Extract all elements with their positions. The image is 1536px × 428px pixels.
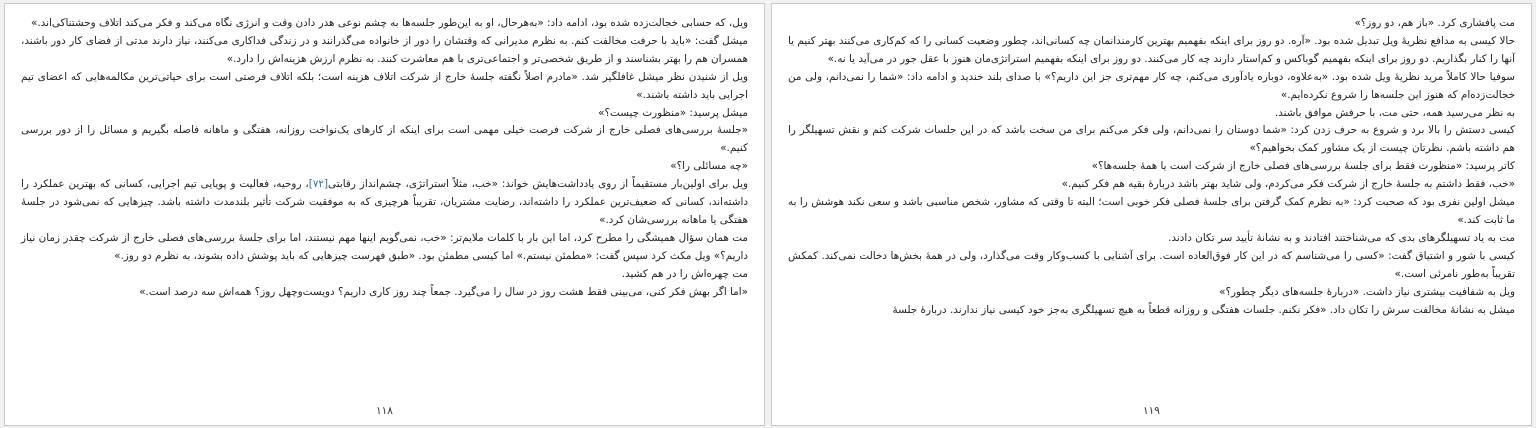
paragraph-with-footnote [21, 176, 748, 230]
page-number: ۱۱۹ [1143, 405, 1160, 417]
left-page-text [21, 15, 748, 302]
paragraph: میشل گفت: «باید با حرفت مخالفت کنم. به نظرم مدیرانی که وقتشان را دور از خانواده می‌گذرانند و در زندگی فداکاری می‌کنند، نیاز دارند مدتی از فضای کار دور باشند، همسران هم را بهتر بشناسند و از طریق شخصی‌تر و اجتماعی‌تری با هم معاشرت کنند. به نظرم ارزش هزینه‌اش را دارد.» [21, 34, 748, 65]
left-page [4, 3, 765, 426]
paragraph: ویل، که حسابی خجالت‌زده شده بود، ادامه داد: «به‌هرحال، او به این‌طور جلسه‌ها به چشم نوعی هدر دادن وقت و انرژی نگاه می‌کند و فکر می‌کند اتلاف وحشتناکی‌اند.» [31, 17, 748, 29]
paragraph: ویل از شنیدن نظر میشل غافلگیر شد. «مادرم اصلاً نگفته جلسهٔ خارج از شرکت اتلاف هزینه است؛ بلکه اتلاف فرصتی است برای حیاتی‌ترین مکالمه‌هایی که اعضای تیم اجرایی باید داشته باشند.» [21, 70, 748, 101]
paragraph-text: ویل برای اولین‌بار مستقیماً از روی یادداشت‌هایش خواند: «خب، مثلاً استراتژی، چشم‌انداز رقابتی [328, 178, 748, 191]
paragraph: میشل پرسید: «منظورت چیست؟» [598, 106, 748, 119]
paragraph: میشل به نشانهٔ مخالفت سرش را تکان داد. «فکر نکنم. جلسات هفتگی و روزانه قطعاً به هیچ تسهیلگری به‌جز خود کیسی نیاز ندارند. دربارهٔ جلسهٔ [892, 303, 1515, 316]
paragraph-text: ، روحیه، فعالیت و پویایی تیم اجرایی، کسانی که بهترین عملکرد را داشته‌اند، کسانی که ضعیف‌ترین عملکرد را داشته‌اند، رضایت مشتریان، تقریباً هرچیزی که به موفقیت شرکت تأثیر بلندمدت داشته باشد. چیزهایی که نمی‌شود در جلسهٔ هفتگی یا ماهانه بررسی‌شان کرد.» [21, 178, 748, 226]
paragraph: مت به یاد تسهیلگرهای بدی که می‌شناختند افتادند و به نشانهٔ تأیید سر تکان دادند. [1168, 231, 1515, 244]
paragraph: به نظر می‌رسید همه، حتی مت، با حرفش موافق باشند. [1274, 106, 1515, 119]
paragraph: «چه مسائلی را؟» [670, 160, 748, 173]
paragraph: مت پافشاری کرد. «باز هم، دو روز؟» [1354, 17, 1515, 29]
paragraph: «جلسهٔ بررسی‌های فصلی خارج از شرکت فرصت خیلی مهمی است برای اینکه از کارهای یک‌نواخت روزانه، هفتگی و ماهانه فاصله بگیریم و مسائل را از دور بررسی کنیم.» [21, 124, 748, 155]
footnote-reference-link[interactable]: [۷۲] [308, 178, 329, 191]
paragraph: «اما اگر بهش فکر کنی، می‌بینی فقط هشت روز در سال را می‌گیرد. جمعاً چند روز کاری داریم؟ دویست‌وچهل روز؟ همه‌اش سه درصد است.» [139, 285, 748, 298]
paragraph: مت همان سؤال همیشگی را مطرح کرد، اما این بار با کلمات ملایم‌تر: «خب، نمی‌گویم اینها مهم نیستند، اما برای جلسهٔ بررسی‌های فصلی خارج از شرکت چقدر زمان نیاز داریم؟» ویل مکث کرد سپس گفت: «مطمئن نیستم.» اما کیسی مطمئن بود. «طبق فهرست چیزهایی که باید پوشش داده بشوند، به نظرم دو روز.» [21, 231, 748, 262]
paragraph: حالا کیسی به مدافع نظریهٔ ویل تبدیل شده بود. «آره. دو روز برای اینکه بفهمیم بهترین کارمندانمان چه کسانی‌اند، چطور وضعیت کسانی را که کم‌کاری می‌کنند بهتر کنیم یا آنها را کنار بگذاریم. دو روز برای اینکه بفهمیم گوباکس و کم‌استار دارند چه کار می‌کنند. دو روز برای اینکه بفهمیم استراتژی‌مان هنوز با عقل جور در می‌آید یا نه.» [788, 34, 1515, 65]
paragraph: کیسی دستش را بالا برد و شروع به حرف زدن کرد: «شما دوستان را نمی‌دانم، ولی فکر می‌کنم برای من سخت باشد که در این جلسات شرکت کنم و نقش تسهیلگر را هم داشته باشم. نظرتان چیست از یک مشاور کمک بخواهیم؟» [788, 124, 1515, 155]
paragraph: میشل اولین نفری بود که صحبت کرد: «به نظرم کمک گرفتن برای جلسهٔ فصلی فکر خوبی است؛ البته تا وقتی که مشاور، شخص مناسبی باشد و سعی نکند هوشش را به ما ثابت کند.» [788, 196, 1515, 226]
page-number: ۱۱۸ [376, 405, 393, 417]
paragraph: کاتر پرسید: «منظورت فقط برای جلسهٔ بررسی‌های فصلی خارج از شرکت است یا همهٔ جلسه‌ها؟» [1091, 160, 1515, 173]
paragraph: سوفیا حالا کاملاً مرید نظریهٔ ویل شده بود. «به‌علاوه، دوباره یادآوری می‌کنم، چه کار مهم‌تری جز این داریم؟» با صدای بلند خندید و ادامه داد: «شما را نمی‌دانم، ولی من خجالت‌زده‌ام که هنوز این جلسه‌ها را شروع نکرده‌ایم.» [788, 70, 1515, 101]
paragraph: ویل به شفافیت بیشتری نیاز داشت. «دربارهٔ جلسه‌های دیگر چطور؟» [1219, 285, 1515, 298]
paragraph: «خب، فقط داشتم به جلسهٔ خارج از شرکت فکر می‌کردم، ولی شاید بهتر باشد دربارهٔ بقیه هم فکر کنیم.» [1061, 178, 1515, 191]
paragraph: مت چهره‌اش را در هم کشید. [621, 267, 748, 280]
paragraph: کیسی با شور و اشتیاق گفت: «کسی را می‌شناسم که در این کار فوق‌العاده است. برای آشنایی با کسب‌وکار وقت می‌گذارد، ولی در همهٔ بخش‌ها دخالت نمی‌کند. کمکش تقریباً به‌طور نامرئی است.» [788, 249, 1515, 280]
right-page [771, 3, 1532, 426]
right-page-text [788, 15, 1515, 319]
